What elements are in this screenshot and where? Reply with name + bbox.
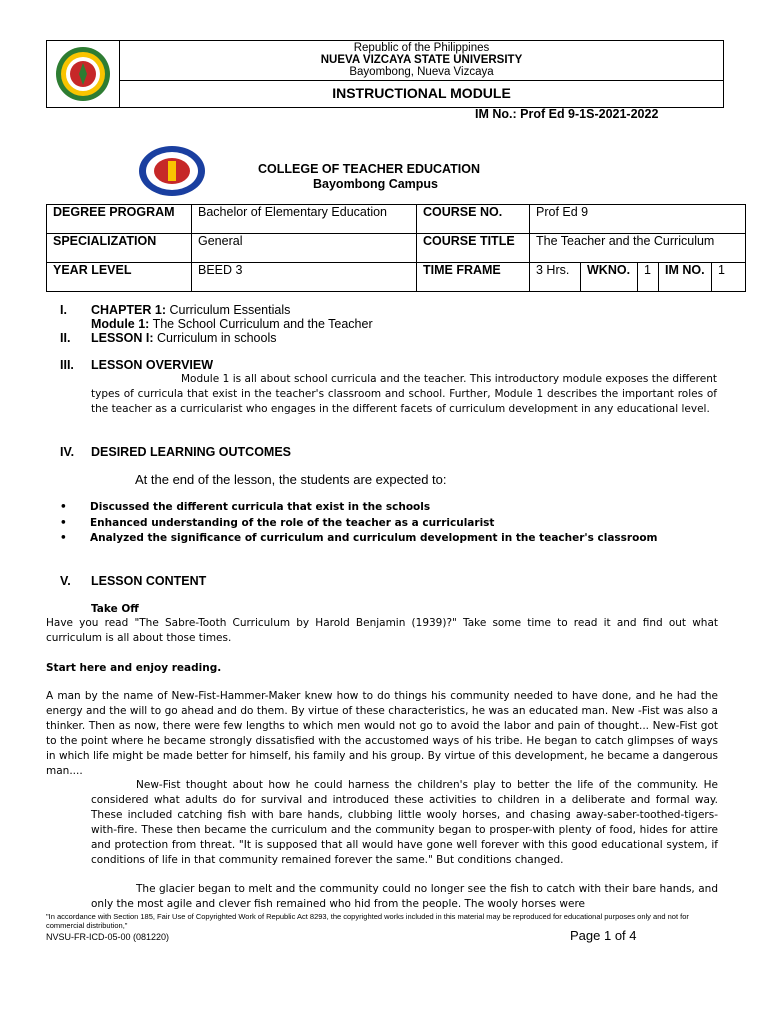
- outcomes-title: DESIRED LEARNING OUTCOMES: [91, 445, 292, 459]
- campus-name: Bayombong Campus: [313, 177, 439, 191]
- document-header: [46, 40, 724, 108]
- nvsu-seal-logo: [52, 46, 114, 102]
- form-code: NVSU-FR-ICD-05-00 (081220): [46, 932, 170, 942]
- week-no-value: 1: [638, 263, 659, 292]
- copyright-note: "In accordance with Section 185, Fair Use of Copyrighted Work of Republic Act 8293, the copyrighted works included in this material may be reproduced for educational purposes only and not for commercial distribution,": [46, 912, 689, 930]
- college-name: COLLEGE OF TEACHER EDUCATION: [258, 162, 480, 176]
- degree-label: DEGREE PROGRAM: [47, 205, 192, 234]
- year-level-label: YEAR LEVEL: [47, 263, 192, 292]
- degree-value: Bachelor of Elementary Education: [192, 205, 417, 234]
- section-2-number: II.: [60, 331, 71, 345]
- start-reading: Start here and enjoy reading.: [46, 662, 222, 674]
- time-frame-value: 3 Hrs.: [530, 263, 581, 292]
- im-number: IM No.: Prof Ed 9-1S-2021-2022: [475, 107, 659, 121]
- lesson-value: Curriculum in schools: [157, 331, 277, 345]
- chapter-value: Curriculum Essentials: [169, 303, 291, 317]
- page-number: Page 1 of 4: [570, 928, 637, 943]
- table-row: [47, 234, 746, 263]
- header-location: Bayombong, Nueva Vizcaya: [349, 66, 494, 78]
- course-no-value: Prof Ed 9: [530, 205, 746, 234]
- section-1-number: I.: [60, 303, 67, 317]
- year-level-value: BEED 3: [192, 263, 417, 292]
- section-4-number: IV.: [60, 445, 75, 459]
- outcomes-intro: At the end of the lesson, the students are expected to:: [135, 472, 447, 487]
- story-paragraph-1: A man by the name of New-Fist-Hammer-Maker knew how to do things his community needed to have done, and he had the energy and the will to go ahead and do them. By virtue of these characteristics, he was an educated man. New -Fist was also a thinker. Then as now, there were few lengths to which men would not go to avoid the labor and pain of thought... New-Fist got to the point where he became strongly dissatisfied with the accustomed ways of his tribe. He began to catch glimpses of ways in which life might be made better for himself, his family and his group. By virtue of this development, he became a dangerous man....: [46, 690, 718, 777]
- header-institution: [120, 41, 723, 81]
- header-university: NUEVA VIZCAYA STATE UNIVERSITY: [320, 54, 523, 66]
- header-republic: Republic of the Philippines: [353, 42, 490, 54]
- list-item: • Discussed the different curricula that exist in the schools: [60, 500, 657, 516]
- course-info-table: [46, 204, 746, 292]
- story-paragraph-3: The glacier began to melt and the community could no longer see the fish to catch with their bare hands, and only the most agile and clever fish remained who hid from the people. The wooly horses were: [91, 883, 718, 910]
- module-title: INSTRUCTIONAL MODULE: [332, 85, 511, 101]
- lesson-line: [91, 331, 276, 345]
- course-title-value: The Teacher and the Curriculum: [530, 234, 746, 263]
- chapter-label: CHAPTER 1:: [91, 303, 167, 317]
- list-item: • Analyzed the significance of curriculum and curriculum development in the teacher's classroom: [60, 531, 657, 547]
- section-5-number: V.: [60, 574, 71, 588]
- specialization-label: SPECIALIZATION: [47, 234, 192, 263]
- course-title-label: COURSE TITLE: [417, 234, 530, 263]
- list-item: • Enhanced understanding of the role of the teacher as a curricularist: [60, 516, 657, 532]
- content-title: LESSON CONTENT: [91, 574, 207, 588]
- course-no-label: COURSE NO.: [417, 205, 530, 234]
- college-heading: [258, 162, 480, 192]
- chapter-line: [91, 303, 290, 317]
- module-value: The School Curriculum and the Teacher: [152, 317, 373, 331]
- university-logo-cell: [47, 41, 120, 107]
- story-paragraph-2: New-Fist thought about how he could harness the children's play to better the life of the community. He considered what adults do for survival and introduced these activities to children in a deliberate and formal way. These included catching fish with bare hands, clubbing little wooly horses, and chasing away-saber-toothed-tigers-with-fire. These then became the curriculum and the community began to prosper-with plenty of food, hides for attire and protection from threat. "It is supposed that all would have gone well forever with this good educational system, if conditions of life in that community remained forever the same." But conditions changed.: [91, 779, 718, 866]
- section-3-number: III.: [60, 358, 74, 372]
- im-no-value: 1: [712, 263, 746, 292]
- time-frame-label: TIME FRAME: [417, 263, 530, 292]
- take-off-heading: Take Off: [91, 603, 139, 615]
- specialization-value: General: [192, 234, 417, 263]
- module-label: Module 1:: [91, 317, 150, 331]
- overview-text: Module 1 is all about school curricula and the teacher. This introductory module exposes the different types of curricula that exist in the teacher's classroom and school. Further, Module 1 describes the important roles of the teacher as a curricularist who engages in the different facets of curriculum development in any educational level.: [91, 373, 717, 415]
- im-no-label: IM NO.: [659, 263, 712, 292]
- college-of-teacher-education-seal: [138, 145, 206, 197]
- reading-question: Have you read "The Sabre-Tooth Curriculum by Harold Benjamin (1939)?" Take some time to read it and find out what curriculum is all about those times.: [46, 617, 718, 644]
- module-line: [91, 317, 373, 331]
- overview-title: LESSON OVERVIEW: [91, 358, 214, 372]
- lesson-label: LESSON I:: [91, 331, 154, 345]
- table-row: [47, 205, 746, 234]
- table-row: [47, 263, 746, 292]
- outcomes-list: [60, 500, 657, 547]
- week-no-label: WKNO.: [581, 263, 638, 292]
